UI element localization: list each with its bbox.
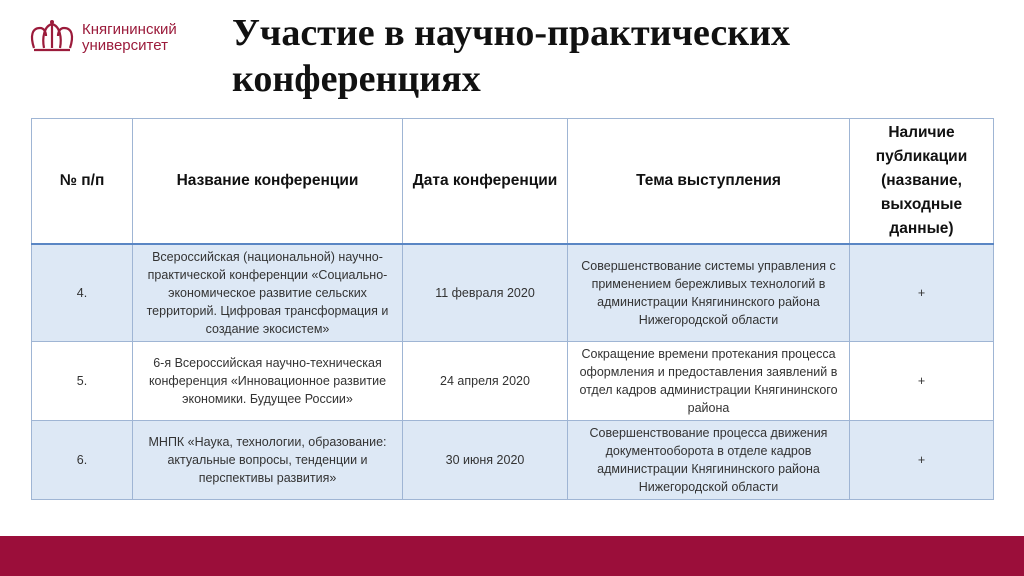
slide-title: Участие в научно-практических конференциях [232,12,790,100]
cell-date: 30 июня 2020 [403,421,568,500]
cell-topic: Совершенствование системы управления с применением бережливых технологий в администрации Княгининского района Нижегородской области [568,244,850,342]
cell-topic: Сокращение времени протекания процесса оформления и предоставления заявлений в отдел кадров администрации Княгининского района [568,342,850,421]
logo-text [82,22,177,54]
cell-publication: + [850,244,994,342]
logo-line-2: университет [82,37,168,54]
cell-number: 4. [32,244,133,342]
header-date: Дата конференции [403,119,568,245]
header-conference-name: Название конференции [133,119,403,245]
cell-conference-name: МНПК «Наука, технологии, образование: актуальные вопросы, тенденции и перспективы развития» [133,421,403,500]
cell-conference-name: 6-я Всероссийская научно-техническая конференция «Инновационное развитие экономики. Будущее России» [133,342,403,421]
footer-bar [0,536,1024,576]
cell-topic: Совершенствование процесса движения документооборота в отделе кадров администрации Княгининского района Нижегородской области [568,421,850,500]
cell-date: 24 апреля 2020 [403,342,568,421]
table-row [32,421,994,500]
cell-conference-name: Всероссийская (национальной) научно-практической конференции «Социально-экономическое развитие сельских территорий. Цифровая трансформация и создание экосистем» [133,244,403,342]
cell-publication: + [850,342,994,421]
cell-number: 6. [32,421,133,500]
university-logo [28,18,177,58]
conference-table-wrap [31,118,993,500]
table-row [32,342,994,421]
cell-date: 11 февраля 2020 [403,244,568,342]
table-header-row [32,119,994,245]
cell-number: 5. [32,342,133,421]
header-topic: Тема выступления [568,119,850,245]
header-publication: Наличие публикации (название, выходные данные) [850,119,994,245]
header-number: № п/п [32,119,133,245]
table-row [32,244,994,342]
cell-publication: + [850,421,994,500]
crown-icon [28,18,76,58]
logo-line-1: Княгининский [82,21,177,38]
conference-table [31,118,994,500]
